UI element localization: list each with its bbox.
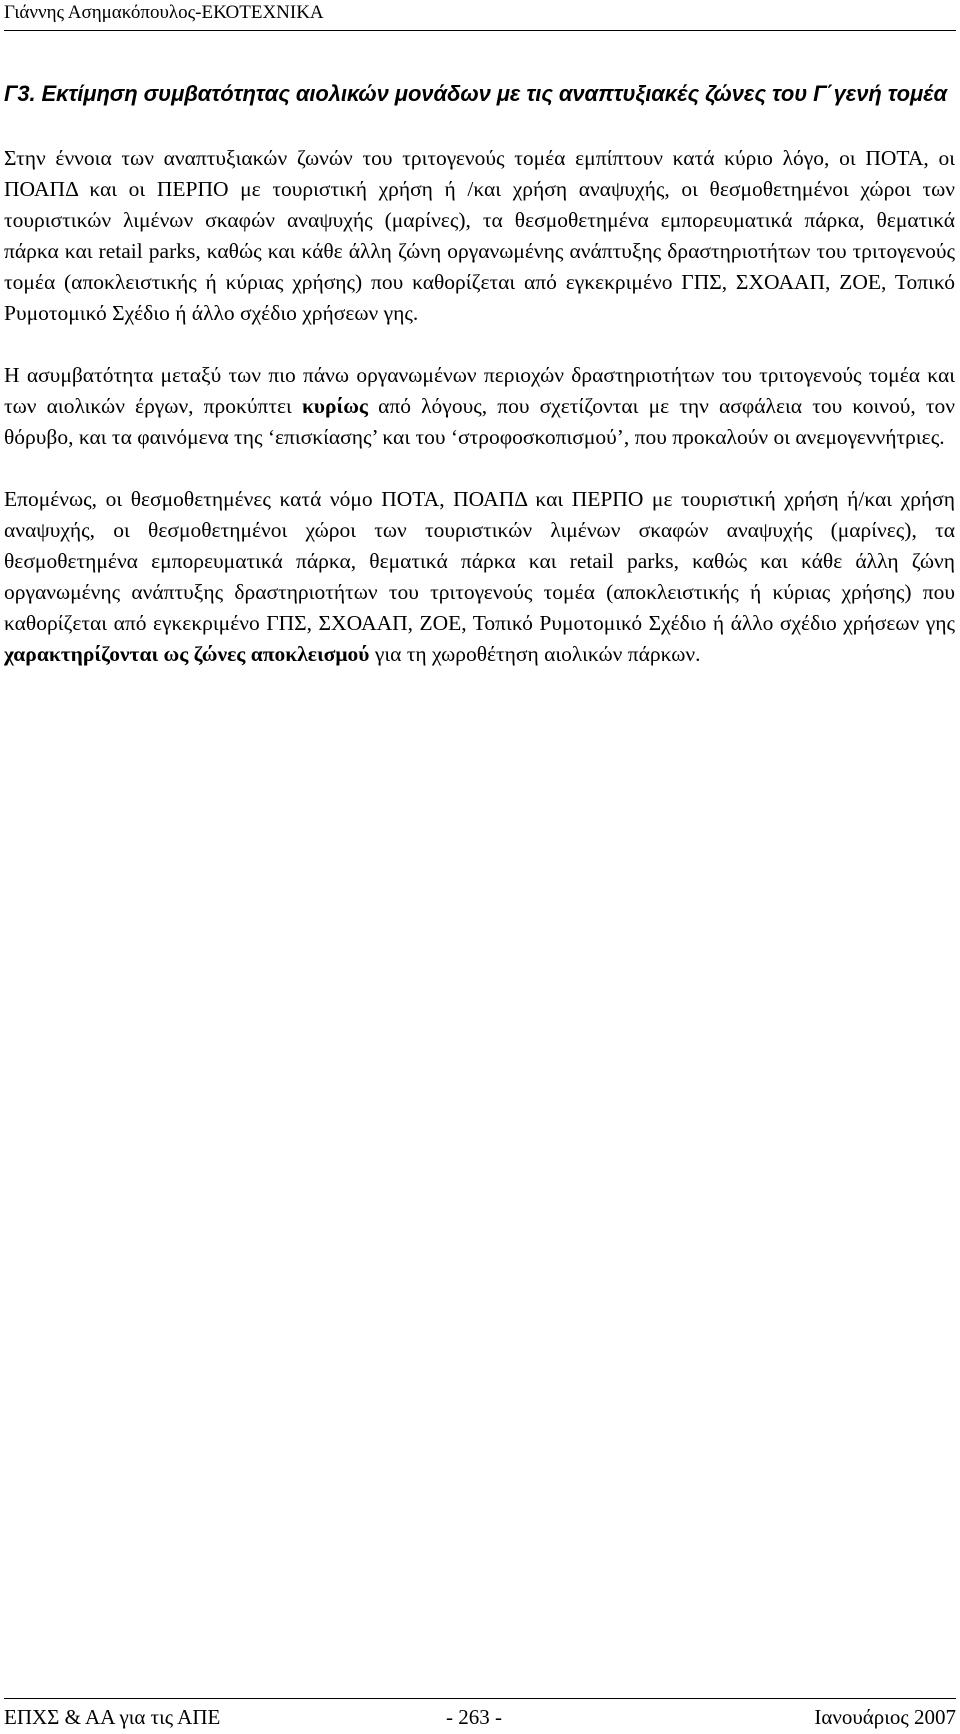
footer-date: Ιανουάριος 2007 xyxy=(814,1705,956,1729)
header-text: Γιάννης Ασημακόπουλος-ΕΚΟΤΕΧΝΙΚΑ xyxy=(4,2,324,23)
page-footer xyxy=(4,1698,956,1733)
paragraph-3-text-end: για τη χωροθέτηση αιολικών πάρκων. xyxy=(369,642,701,666)
paragraph-2-text-end: από λόγους, που σχετίζονται με την ασφάλεια του κοινού, τον θόρυβο, και τα φαινόμενα της ‘επισκίασης’ και του ‘στροφοσκοπισμού’, που προκαλούν οι ανεμογεννήτριες. xyxy=(4,394,955,449)
footer-document-title: ΕΠΧΣ & ΑΑ για τις ΑΠΕ xyxy=(4,1705,221,1729)
paragraph-2-text-start: Η ασυμβατότητα μεταξύ των πιο πάνω οργανωμένων περιοχών δραστηριοτήτων του τριτογενούς τομέα και των αιολικών έργων, προκύπτει xyxy=(4,363,955,418)
section-heading: Γ3. Εκτίμηση συμβατότητας αιολικών μονάδων με τις αναπτυξιακές ζώνες του Γ΄γενή τομέα xyxy=(4,81,948,106)
paragraph-3 xyxy=(4,484,955,670)
paragraph-2-emphasis: κυρίως xyxy=(301,394,368,418)
page-header xyxy=(4,0,956,31)
paragraph-3-text-start: Επομένως, οι θεσμοθετημένες κατά νόμο ΠΟΤΑ, ΠΟΑΠΔ και ΠΕΡΠΟ με τουριστική χρήση ή/και χρήση αναψυχής, οι θεσμοθετημένοι χώροι των τουριστικών λιμένων σκαφών αναψυχής (μαρίνες), τα θεσμοθετημένα εμπορευματικά πάρκα, θεματικά πάρκα και retail parks, καθώς και κάθε άλλη ζώνη οργανωμένης ανάπτυξης δραστηριοτήτων του τριτογενούς τομέα (αποκλειστικής ή κύριας χρήσης) που καθορίζεται από εγκεκριμένο ΓΠΣ, ΣΧΟΑΑΠ, ΖΟΕ, Τοπικό Ρυμοτομικό Σχέδιο ή άλλο σχέδιο χρήσεων γης xyxy=(4,487,955,635)
paragraph-3-emphasis: χαρακτηρίζονται ως ζώνες αποκλεισμού xyxy=(4,642,370,666)
paragraph-1: Στην έννοια των αναπτυξιακών ζωνών του τριτογενούς τομέα εμπίπτουν κατά κύριο λόγο, οι ΠΟΤΑ, οι ΠΟΑΠΔ και οι ΠΕΡΠΟ με τουριστική χρήση ή /και χρήση αναψυχής, οι θεσμοθετημένοι χώροι των τουριστικών λιμένων σκαφών αναψυχής (μαρίνες), τα θεσμοθετημένα εμπορευματικά πάρκα, θεματικά πάρκα και retail parks, καθώς και κάθε άλλη ζώνη οργανωμένης ανάπτυξης δραστηριοτήτων του τριτογενούς τομέα (αποκλειστικής ή κύριας χρήσης) που καθορίζεται από εγκεκριμένο ΓΠΣ, ΣΧΟΑΑΠ, ΖΟΕ, Τοπικό Ρυμοτομικό Σχέδιο ή άλλο σχέδιο χρήσεων γης. xyxy=(4,146,955,325)
document-body xyxy=(4,78,955,701)
page-number: - 263 - xyxy=(446,1705,502,1729)
paragraph-2 xyxy=(4,360,955,453)
